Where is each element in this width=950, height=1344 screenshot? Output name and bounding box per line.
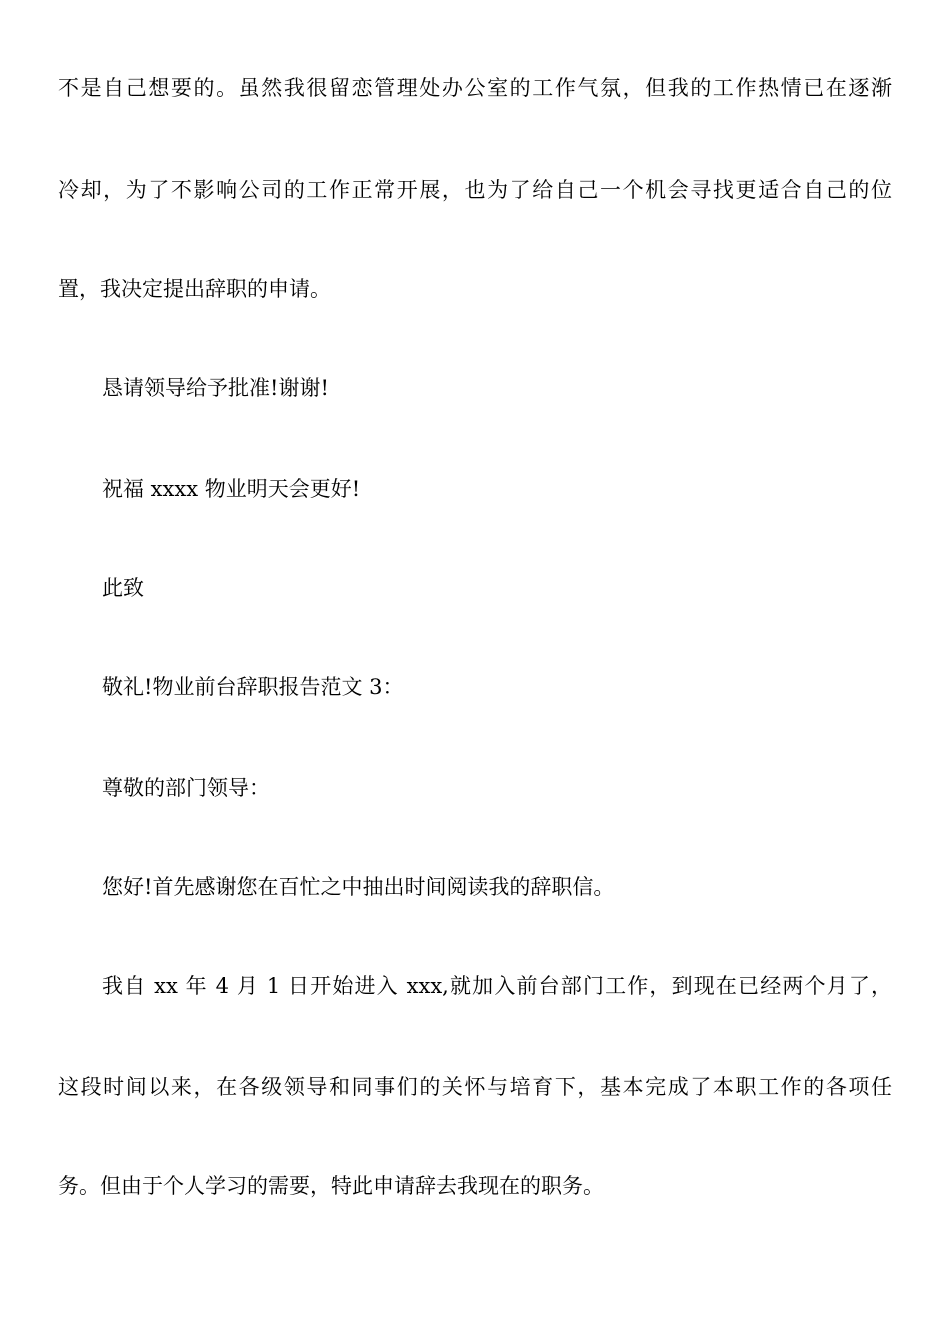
closing-request-line: 恳请领导给予批准!谢谢! (102, 376, 329, 400)
blessing-line: 祝福 xxxx 物业明天会更好! (102, 477, 361, 501)
greeting-line: 尊敬的部门领导： (102, 776, 270, 800)
paragraph-line: 您好!首先感谢您在百忙之中抽出时间阅读我的辞职信。 (102, 875, 615, 899)
paragraph-line: 务。但由于个人学习的需要，特此申请辞去我现在的职务。 (58, 1174, 604, 1198)
section-heading-line: 敬礼!物业前台辞职报告范文 3： (102, 675, 404, 699)
paragraph-line: 我自 xx 年 4 月 1 日开始进入 xxx,就加入前台部门工作，到现在已经两个月了， (102, 974, 892, 998)
paragraph-line: 置，我决定提出辞职的申请。 (58, 277, 331, 301)
salutation-line: 此致 (102, 576, 144, 600)
paragraph-line: 冷却，为了不影响公司的工作正常开展，也为了给自己一个机会寻找更适合自己的位 (58, 178, 892, 202)
paragraph-line: 这段时间以来，在各级领导和同事们的关怀与培育下，基本完成了本职工作的各项任 (58, 1075, 892, 1099)
paragraph-line: 不是自己想要的。虽然我很留恋管理处办公室的工作气氛，但我的工作热情已在逐渐 (58, 76, 892, 100)
